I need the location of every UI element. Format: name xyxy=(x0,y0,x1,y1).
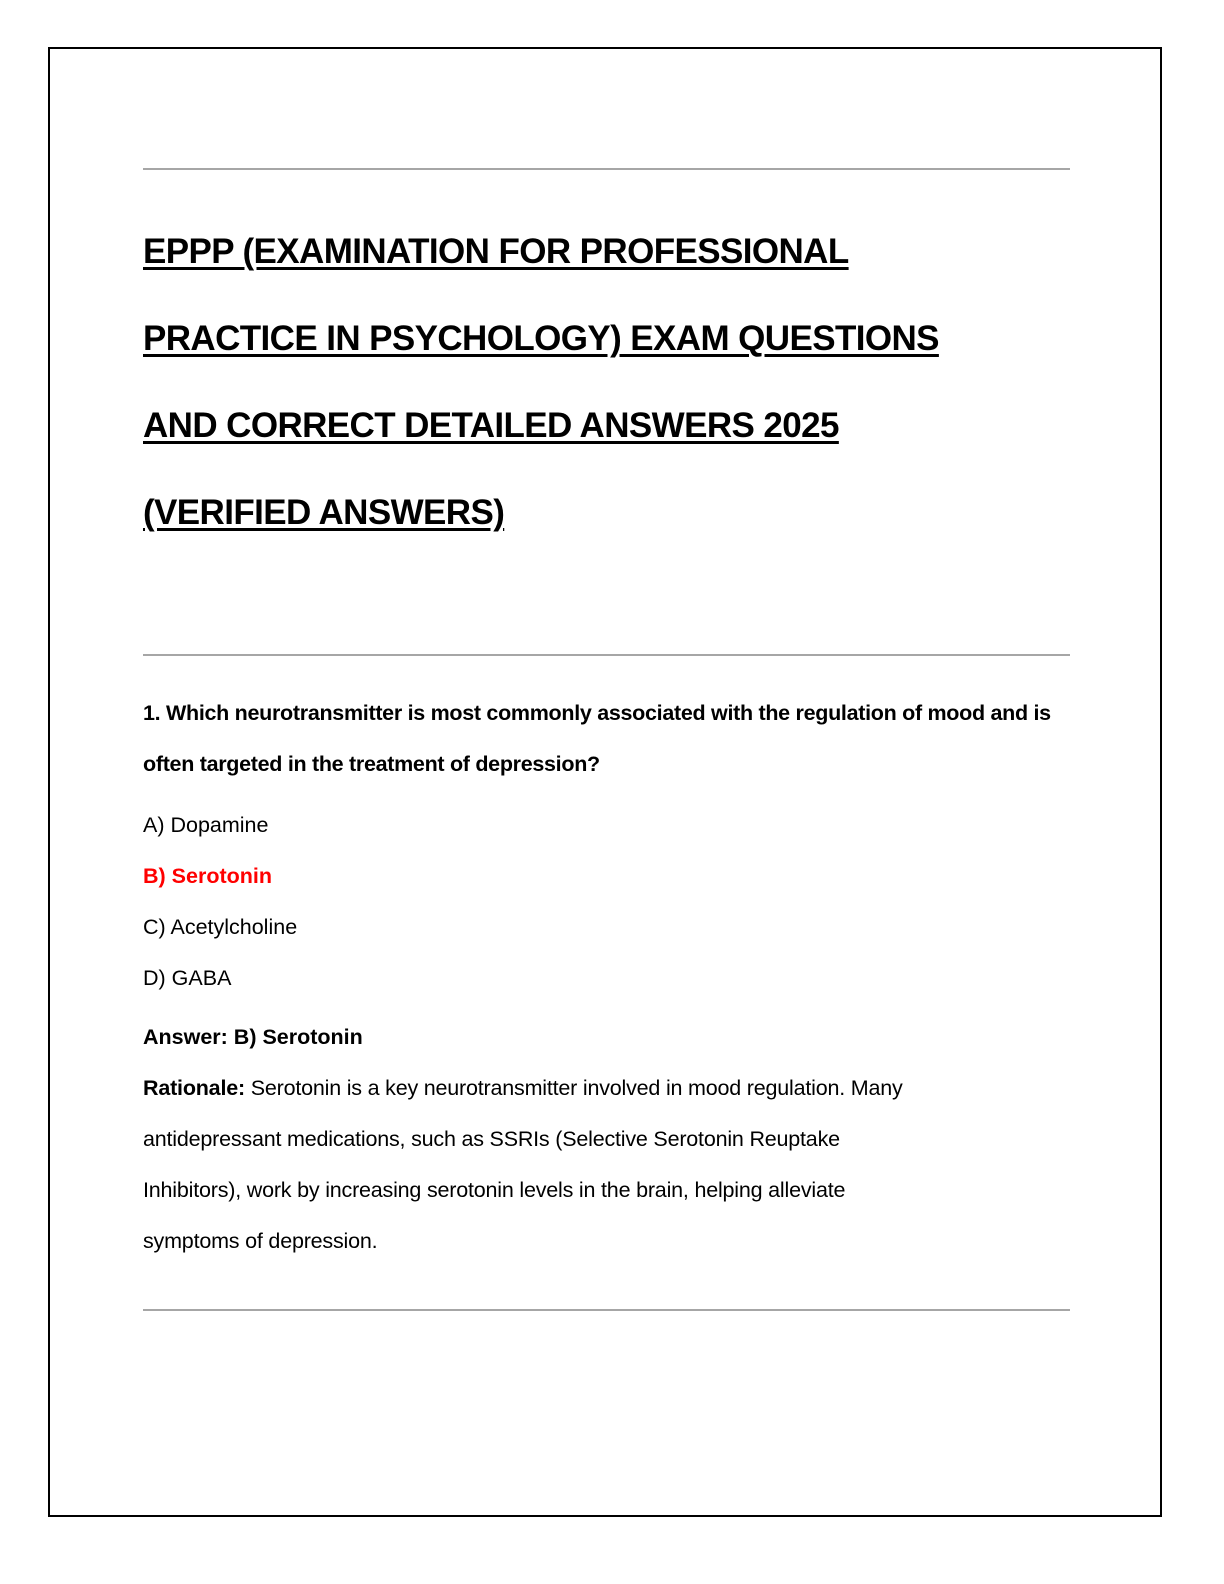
title-line-text: PRACTICE IN PSYCHOLOGY) EXAM QUESTIONS xyxy=(143,319,939,358)
title-line xyxy=(143,208,1083,295)
rationale xyxy=(143,1063,1078,1267)
option-c: C) Acetylcholine xyxy=(143,915,298,939)
rationale-line: Inhibitors), work by increasing serotonin levels in the brain, helping alleviate xyxy=(143,1178,846,1202)
horizontal-rule-top xyxy=(143,168,1070,170)
rationale-line xyxy=(143,1063,1078,1114)
title-line xyxy=(143,469,1083,556)
rationale-text: Serotonin is a key neurotransmitter involved in mood regulation. Many xyxy=(244,1076,903,1100)
title-line xyxy=(143,295,1083,382)
rationale-line: antidepressant medications, such as SSRIs (Selective Serotonin Reuptake xyxy=(143,1127,840,1151)
question-text: 1. Which neurotransmitter is most commonly associated with the regulation of mood and is often targeted in the treatment of depression? xyxy=(143,701,1051,776)
option-a: A) Dopamine xyxy=(143,813,269,837)
rationale-label: Rationale: xyxy=(143,1076,245,1100)
option-d: D) GABA xyxy=(143,966,232,990)
horizontal-rule-bottom xyxy=(143,1309,1070,1311)
title-line-text: AND CORRECT DETAILED ANSWERS 2025 xyxy=(143,406,839,445)
title-line-text: EPPP (EXAMINATION FOR PROFESSIONAL xyxy=(143,232,849,271)
answer-options xyxy=(143,800,297,1004)
title-line-text: (VERIFIED ANSWERS) xyxy=(143,493,505,532)
option-b-correct: B) Serotonin xyxy=(143,864,272,888)
horizontal-rule-middle xyxy=(143,654,1070,656)
answer-line: Answer: B) Serotonin xyxy=(143,1025,363,1049)
title-line xyxy=(143,382,1083,469)
document-title xyxy=(143,208,1083,556)
rationale-line: symptoms of depression. xyxy=(143,1229,378,1253)
